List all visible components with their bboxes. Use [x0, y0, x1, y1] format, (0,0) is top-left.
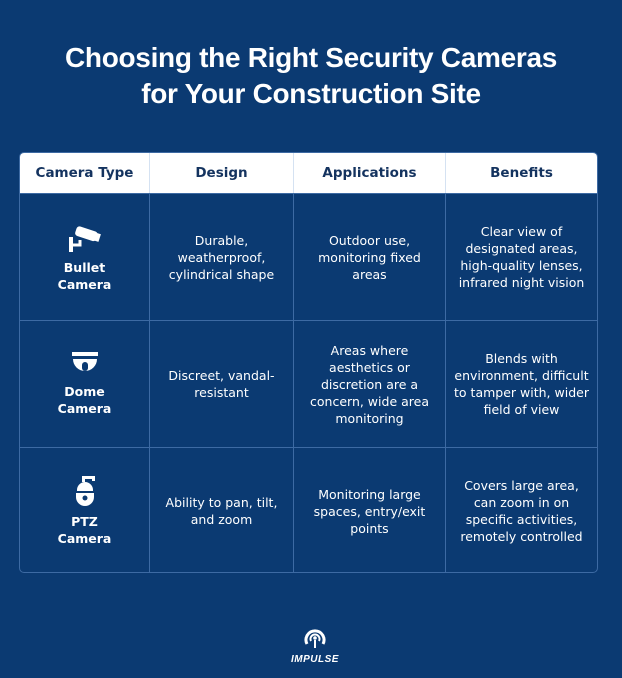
- camera-type-label: Dome: [64, 384, 105, 399]
- table-row: [20, 320, 597, 447]
- ptz-camera-icon: [72, 475, 98, 507]
- camera-type-label: Camera: [57, 277, 112, 292]
- header-camera-type: Camera Type: [20, 153, 150, 193]
- camera-type-label: Bullet: [63, 260, 106, 275]
- impulse-logo: [285, 628, 345, 665]
- applications-cell: Monitoring large spaces, entry/exit points: [294, 448, 446, 573]
- design-cell: Durable, weatherproof, cylindrical shape: [150, 194, 294, 320]
- camera-type-cell: [20, 448, 150, 573]
- table-row: [20, 447, 597, 573]
- benefits-cell: Covers large area, can zoom in on specific activities, remotely controlled: [460, 478, 583, 544]
- benefits-cell: Blends with environment, difficult to tamper with, wider field of view: [454, 351, 589, 417]
- header-applications: Applications: [294, 153, 446, 193]
- header-benefits: Benefits: [490, 165, 553, 181]
- logo-text: IMPULSE: [291, 654, 339, 665]
- title-line-1: Choosing the Right Security Cameras: [64, 42, 558, 73]
- header-design: Design: [150, 153, 294, 193]
- applications-cell: Outdoor use, monitoring fixed areas: [294, 194, 446, 320]
- applications-cell: Areas where aesthetics or discretion are a concern, wide area monitoring: [294, 321, 446, 447]
- benefits-cell: Clear view of designated areas, high-quality lenses, infrared night vision: [458, 224, 585, 290]
- bullet-camera-icon: [67, 225, 103, 253]
- design-cell: Ability to pan, tilt, and zoom: [150, 448, 294, 573]
- camera-type-cell: [20, 321, 150, 447]
- design-cell: Discreet, vandal-resistant: [150, 321, 294, 447]
- camera-type-cell: [20, 194, 150, 320]
- camera-type-label: Camera: [57, 401, 112, 416]
- table-row: [20, 193, 597, 320]
- title-line-2: for Your Construction Site: [141, 78, 481, 109]
- camera-comparison-table: [19, 152, 598, 573]
- camera-type-label: PTZ: [71, 514, 98, 529]
- table-header: [20, 153, 597, 193]
- page-title: [0, 40, 622, 112]
- dome-camera-icon: [70, 351, 100, 377]
- camera-type-label: Camera: [57, 531, 112, 546]
- signal-tower-icon: [303, 628, 327, 650]
